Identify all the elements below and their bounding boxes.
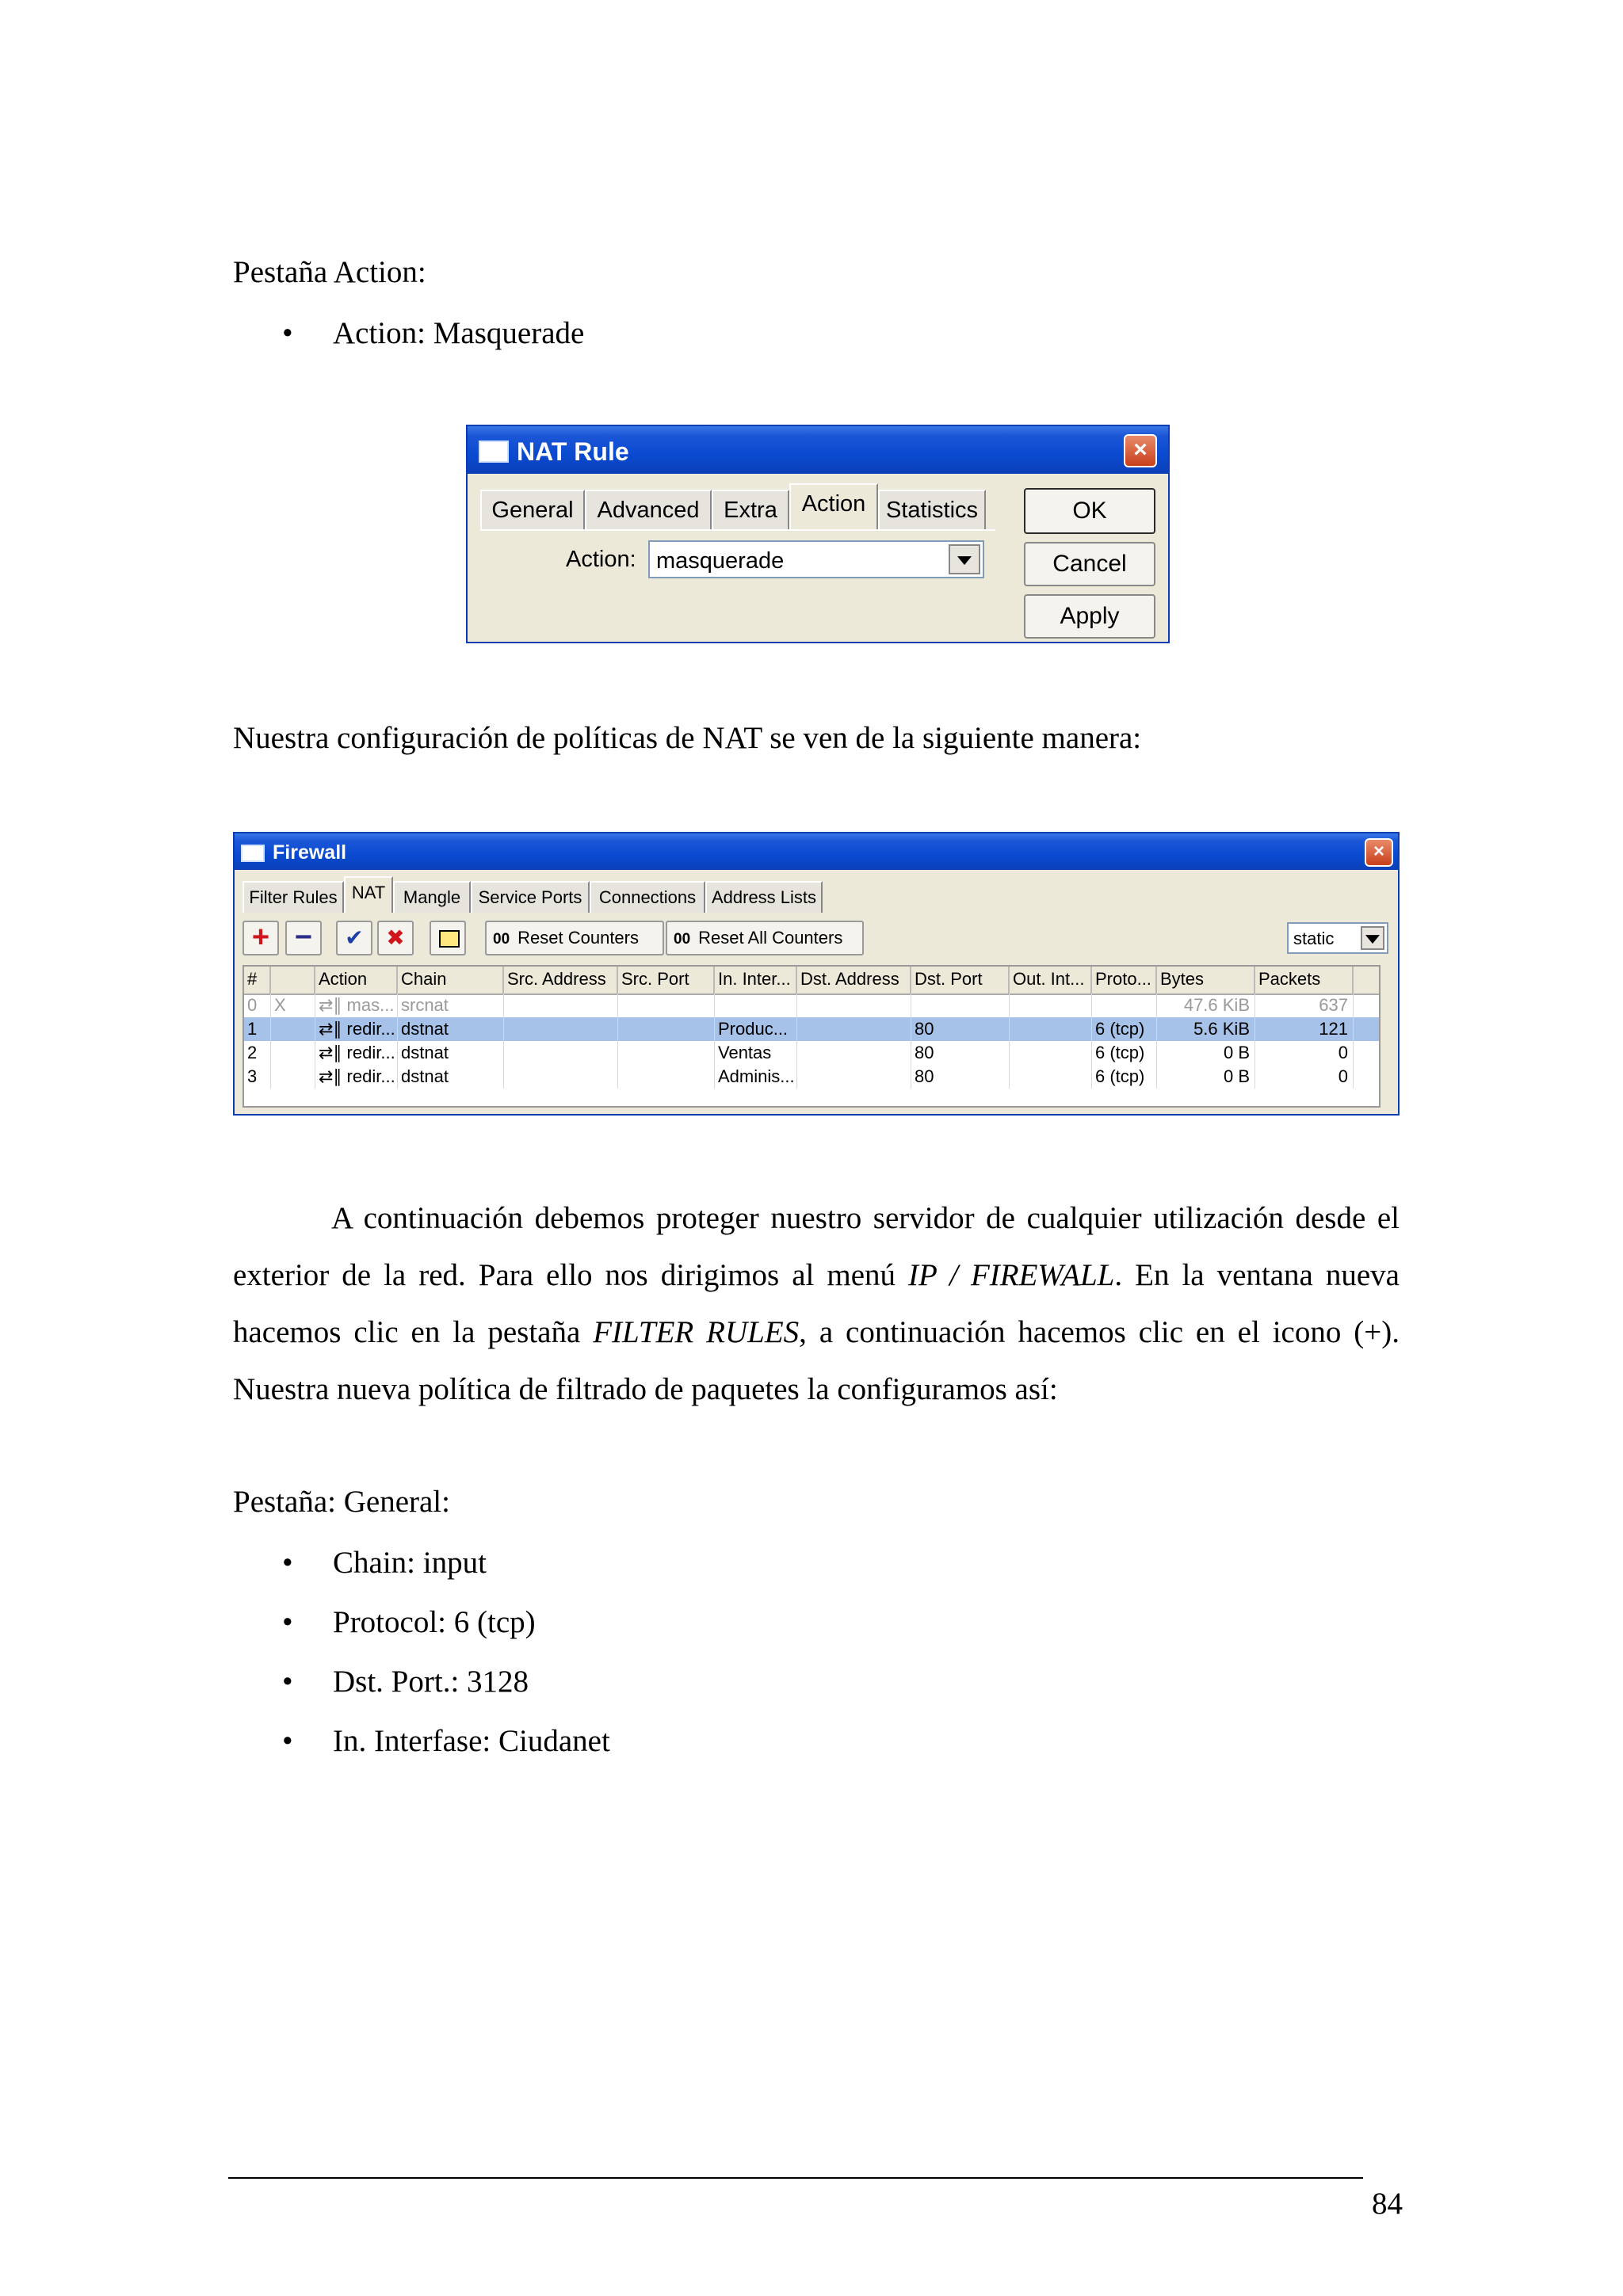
add-button[interactable]: + (242, 921, 279, 955)
in-interface-cell: Adminis... (715, 1065, 797, 1089)
toolbar (242, 921, 1392, 957)
menu-path: IP / FIREWALL (908, 1258, 1115, 1292)
dst-address-cell (797, 1065, 911, 1089)
tab-address-lists[interactable]: Address Lists (705, 881, 823, 913)
column-header[interactable]: Packets (1255, 967, 1354, 994)
column-header[interactable]: Bytes (1157, 967, 1255, 994)
dst-port-cell: 80 (911, 1017, 1010, 1041)
bytes-cell: 5.6 KiB (1157, 1017, 1255, 1041)
column-header[interactable]: Out. Int... (1010, 967, 1092, 994)
action-select[interactable] (648, 540, 984, 578)
disabled-flag (271, 1017, 315, 1041)
bullet-text: Dst. Port.: 3128 (333, 1665, 529, 1699)
chevron-down-icon[interactable] (1361, 926, 1384, 950)
firewall-window (233, 832, 1400, 1116)
column-header[interactable]: In. Inter... (715, 967, 797, 994)
bullet-text: Chain: input (333, 1546, 487, 1580)
action-cell: ⇄∥ redir... (315, 1041, 398, 1065)
filter-select[interactable] (1287, 922, 1388, 954)
action-select-value: masquerade (656, 548, 785, 574)
bullet-item (282, 1604, 536, 1640)
in-interface-cell: Produc... (715, 1017, 797, 1041)
bullet-item (282, 1545, 487, 1581)
nat-rules-table (242, 965, 1381, 1108)
bullet-dot: • (282, 1724, 293, 1758)
tab-action[interactable]: Action (789, 483, 878, 529)
tab-extra[interactable]: Extra (712, 490, 789, 529)
tab-general[interactable]: General (480, 490, 585, 529)
in-interface-cell (715, 994, 797, 1017)
bullet-text: Protocol: 6 (tcp) (333, 1605, 536, 1639)
protocol-cell: 6 (tcp) (1092, 1065, 1157, 1089)
src-port-cell (618, 1041, 715, 1065)
protocol-cell: 6 (tcp) (1092, 1041, 1157, 1065)
dst-address-cell (797, 1041, 911, 1065)
dst-address-cell (797, 1017, 911, 1041)
row-number: 3 (244, 1065, 271, 1089)
bullet-item (282, 1723, 610, 1759)
src-address-cell (504, 1041, 618, 1065)
row-number: 0 (244, 994, 271, 1017)
packets-cell: 0 (1255, 1041, 1354, 1065)
apply-button[interactable]: Apply (1024, 594, 1155, 639)
action-cell: ⇄∥ redir... (315, 1017, 398, 1041)
reset-all-counters-label: Reset All Counters (698, 928, 843, 948)
chain-cell: dstnat (398, 1017, 504, 1041)
disabled-flag (271, 1041, 315, 1065)
src-port-cell (618, 1065, 715, 1089)
bullet-dot: • (282, 1605, 293, 1639)
disabled-flag (271, 1065, 315, 1089)
bytes-cell: 0 B (1157, 1041, 1255, 1065)
action-cell: ⇄∥ redir... (315, 1065, 398, 1089)
firewall-titlebar (235, 833, 1398, 870)
tab-nat[interactable]: NAT (344, 876, 393, 913)
paragraph-text: , a continuación hacemos clic en el icono (+). Nuestra nueva política de filtrado de paquetes la configuramos así: (233, 1315, 1400, 1406)
chevron-down-icon[interactable] (949, 544, 980, 574)
action-cell: ⇄∥ mas... (315, 994, 398, 1017)
out-interface-cell (1010, 1065, 1092, 1089)
bytes-cell: 47.6 KiB (1157, 994, 1255, 1017)
tab-advanced[interactable]: Advanced (585, 490, 712, 529)
tab-filter-rules[interactable]: Filter Rules (242, 881, 344, 913)
section-heading: Pestaña Action: (233, 255, 426, 289)
out-interface-cell (1010, 1041, 1092, 1065)
bytes-cell: 0 B (1157, 1065, 1255, 1089)
chain-cell: srcnat (398, 994, 504, 1017)
firewall-body (235, 870, 1398, 1114)
dst-address-cell (797, 994, 911, 1017)
column-header[interactable]: Action (315, 967, 398, 994)
chain-cell: dstnat (398, 1041, 504, 1065)
window-icon (241, 845, 265, 862)
bullet-text: In. Interfase: Ciudanet (333, 1724, 610, 1758)
reset-counters-button[interactable] (485, 921, 664, 955)
tab-strip (480, 490, 995, 529)
packets-cell: 637 (1255, 994, 1354, 1017)
table-row[interactable] (244, 994, 1379, 1017)
in-interface-cell: Ventas (715, 1041, 797, 1065)
tab-service-ports[interactable]: Service Ports (471, 881, 590, 913)
firewall-tabs (242, 881, 845, 913)
column-header[interactable]: Proto... (1092, 967, 1157, 994)
protocol-cell (1092, 994, 1157, 1017)
out-interface-cell (1010, 1017, 1092, 1041)
enable-button[interactable]: ✔ (336, 921, 372, 955)
reset-counters-label: Reset Counters (517, 928, 639, 948)
column-header[interactable]: Dst. Port (911, 967, 1010, 994)
bullet-dot: • (282, 316, 293, 350)
caption-text: Nuestra configuración de políticas de NAT se ven de la siguiente manera: (233, 721, 1142, 755)
dialog-body (468, 474, 1168, 642)
src-port-cell (618, 1017, 715, 1041)
tab-statistics[interactable]: Statistics (878, 490, 986, 529)
bullet-text: Action: Masquerade (333, 316, 585, 350)
dst-port-cell (911, 994, 1010, 1017)
packets-cell: 121 (1255, 1017, 1354, 1041)
src-address-cell (504, 994, 618, 1017)
cancel-button[interactable]: Cancel (1024, 542, 1155, 586)
comment-button[interactable] (430, 921, 466, 955)
nat-rule-titlebar (468, 426, 1168, 474)
bullet-dot: • (282, 1546, 293, 1580)
row-number: 1 (244, 1017, 271, 1041)
column-header-blank (1354, 967, 1379, 994)
column-header[interactable]: # (244, 967, 271, 994)
paragraph-text: A continuación debemos proteger nuestro servidor de cualquier utilización desde el exterior de la red. Para ello nos dirigimos al menú (233, 1201, 1400, 1292)
column-header[interactable]: Src. Address (504, 967, 618, 994)
close-icon[interactable]: × (1365, 838, 1393, 867)
paragraph-text: . En la ventana nueva hacemos clic en la pestaña (233, 1258, 1400, 1349)
disabled-flag: X (271, 994, 315, 1017)
page-number: 84 (1372, 2187, 1403, 2221)
section-heading: Pestaña: General: (233, 1485, 450, 1519)
action-label: Action: (566, 547, 636, 572)
disable-button[interactable]: ✖ (377, 921, 414, 955)
dialog-title: NAT Rule (517, 437, 629, 466)
window-icon (479, 441, 509, 463)
close-icon[interactable]: × (1124, 434, 1157, 467)
ok-button[interactable]: OK (1024, 488, 1155, 534)
nat-rule-dialog (466, 425, 1170, 643)
src-address-cell (504, 1065, 618, 1089)
table-row[interactable] (244, 1065, 1379, 1089)
tab-divider (480, 529, 995, 531)
row-number: 2 (244, 1041, 271, 1065)
src-address-cell (504, 1017, 618, 1041)
window-title: Firewall (273, 841, 347, 864)
tab-name: FILTER RULES (593, 1315, 800, 1349)
table-row[interactable] (244, 1041, 1379, 1065)
reset-all-counters-button[interactable] (666, 921, 864, 955)
column-header[interactable]: Src. Port (618, 967, 715, 994)
packets-cell: 0 (1255, 1065, 1354, 1089)
bullet-item (282, 315, 584, 351)
note-icon (439, 930, 460, 948)
bullet-dot: • (282, 1665, 293, 1699)
out-interface-cell (1010, 994, 1092, 1017)
column-header[interactable]: Dst. Address (797, 967, 911, 994)
body-paragraph (233, 1190, 1400, 1418)
remove-button[interactable]: − (285, 921, 322, 955)
dst-port-cell: 80 (911, 1041, 1010, 1065)
column-header-blank[interactable] (271, 967, 315, 994)
tab-mangle[interactable]: Mangle (393, 881, 471, 913)
chain-cell: dstnat (398, 1065, 504, 1089)
column-header[interactable]: Chain (398, 967, 504, 994)
footer-rule (228, 2177, 1363, 2179)
dst-port-cell: 80 (911, 1065, 1010, 1089)
filter-select-value: static (1293, 929, 1335, 948)
bullet-item (282, 1664, 529, 1699)
table-row[interactable] (244, 1017, 1379, 1041)
counter-icon: 00 (493, 931, 510, 948)
table-header (244, 967, 1379, 995)
protocol-cell: 6 (tcp) (1092, 1017, 1157, 1041)
counter-icon: 00 (674, 931, 691, 948)
src-port-cell (618, 994, 715, 1017)
tab-connections[interactable]: Connections (590, 881, 705, 913)
